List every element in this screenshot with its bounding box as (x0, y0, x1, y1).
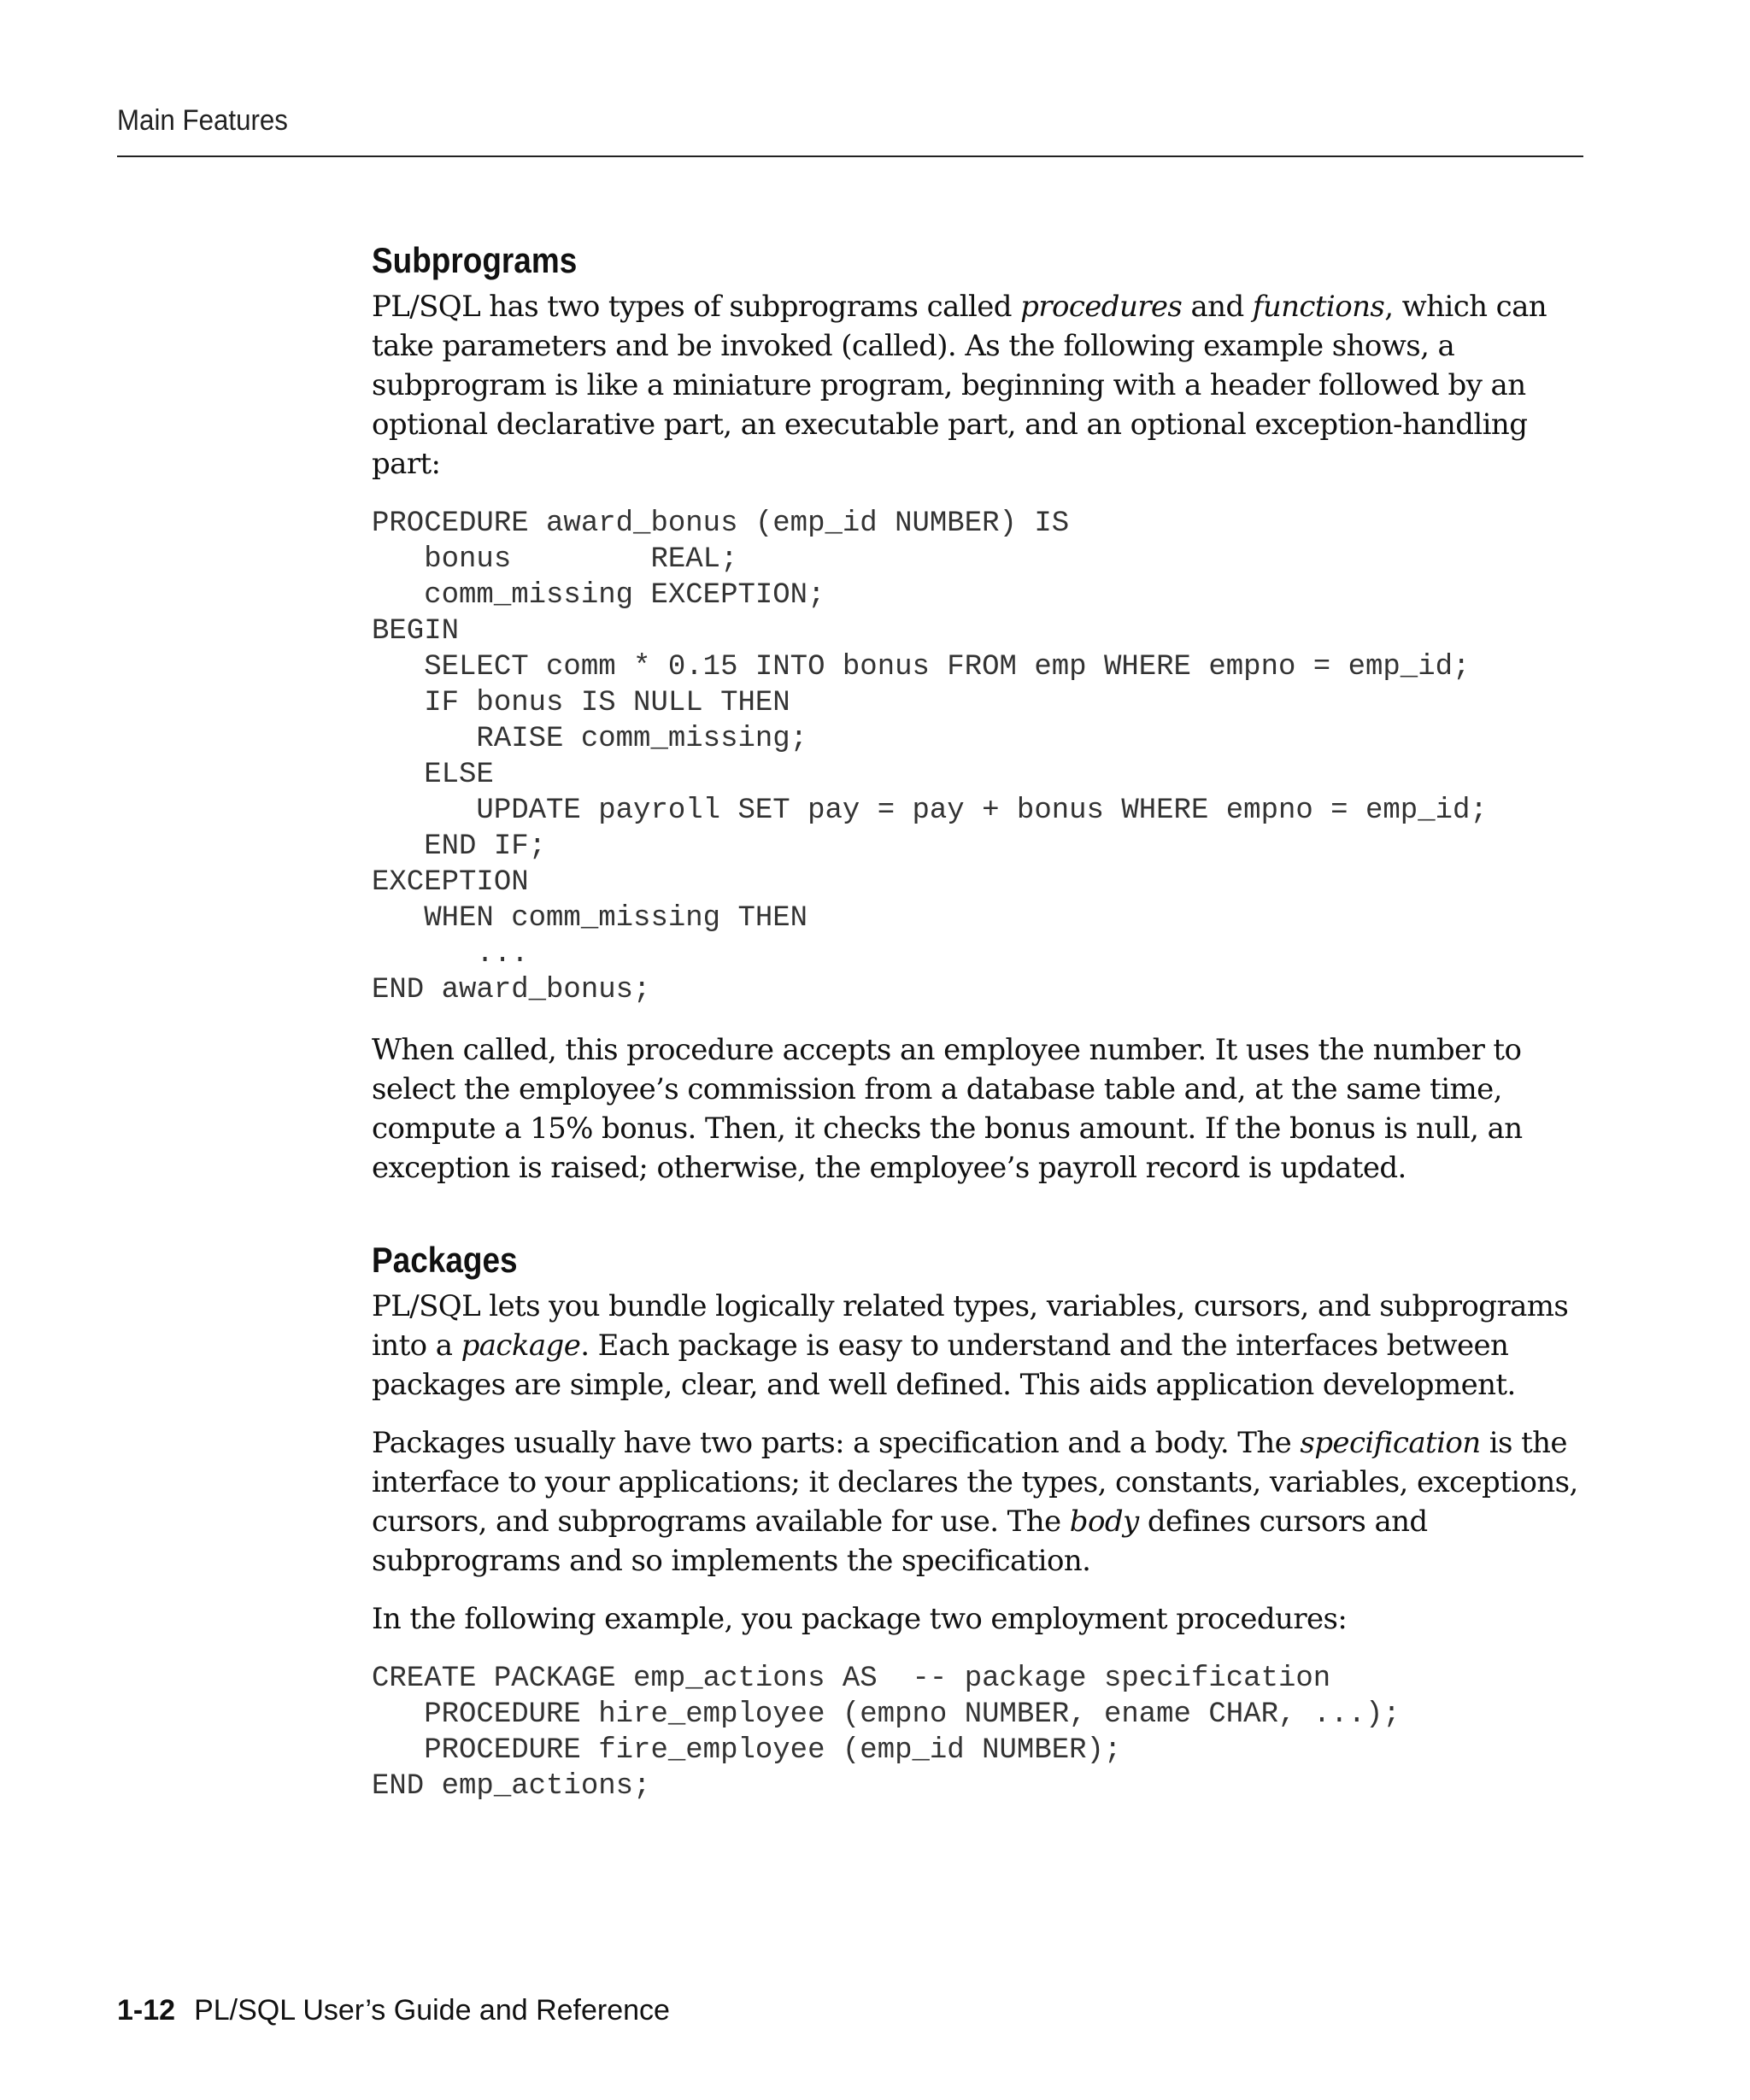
emphasis-body: body (1069, 1505, 1139, 1539)
section-heading-subprograms: Subprograms (372, 240, 578, 280)
subprograms-explanation-paragraph: When called, this procedure accepts an employee number. It uses the number to select the employee’s commission from a database table and, at the same time, compute a 15% bonus. Then, it checks the bonus amount. If the bonus is null, an exception is raised; otherwise, the employee’s payroll record is updated. (372, 1033, 1523, 1185)
page-footer (117, 1994, 670, 2027)
packages-intro-paragraph (372, 1287, 1585, 1405)
code-example-emp-actions: CREATE PACKAGE emp_actions AS -- package specification PROCEDURE hire_employee (empno NUMBER, ename CHAR, ...); PROCEDURE fire_employee (emp_id NUMBER); END emp_actions; (372, 1663, 1401, 1803)
emphasis-procedures: procedures (1020, 290, 1183, 324)
emphasis-specification: specification (1300, 1426, 1481, 1460)
text-run: . Each package is easy to understand and the interfaces between packages are simple, clear, and well defined. This aids application development. (372, 1329, 1516, 1402)
text-run: , which can take parameters and be invoked (called). As the following example shows, a subprogram is like a miniature program, beginning with a header followed by an optional declarative part, an executable part, and an optional exception-handling part: (372, 290, 1547, 481)
section-heading-packages: Packages (372, 1240, 518, 1280)
text-run: and (1182, 290, 1253, 324)
page-body (372, 239, 1585, 1804)
header-rule (117, 155, 1583, 157)
emphasis-functions: functions (1252, 290, 1385, 324)
page-number: 1-12 (117, 1994, 176, 2027)
running-header: Main Features (117, 104, 288, 137)
text-run: defines cursors and subprograms and so implements the specification. (372, 1505, 1428, 1578)
text-run: is the interface to your applications; it declares the types, constants, variables, exceptions, cursors, and subprograms available for use. The (372, 1426, 1578, 1539)
text-run: Packages usually have two parts: a specification and a body. The (372, 1426, 1301, 1460)
subprograms-intro-paragraph (372, 287, 1585, 484)
book-title: PL/SQL User’s Guide and Reference (194, 1994, 670, 2027)
code-example-award-bonus: PROCEDURE award_bonus (emp_id NUMBER) IS bonus REAL; comm_missing EXCEPTION; BEGIN SELECT comm * 0.15 INTO bonus FROM emp WHERE empno = emp_id; IF bonus IS NULL THEN RAISE comm_missing; ELSE UPDATE payroll SET pay = pay + bonus WHERE empno = emp_id; END IF; EXCEPTION WHEN comm_missing THEN ... END award_bonus; (372, 507, 1488, 1006)
emphasis-package: package (461, 1329, 581, 1363)
text-run: PL/SQL lets you bundle logically related types, variables, cursors, and subprograms into a (372, 1289, 1569, 1363)
packages-parts-paragraph (372, 1423, 1585, 1581)
packages-example-lead-paragraph: In the following example, you package two employment procedures: (372, 1602, 1348, 1636)
text-run: PL/SQL has two types of subprograms called (372, 290, 1021, 324)
